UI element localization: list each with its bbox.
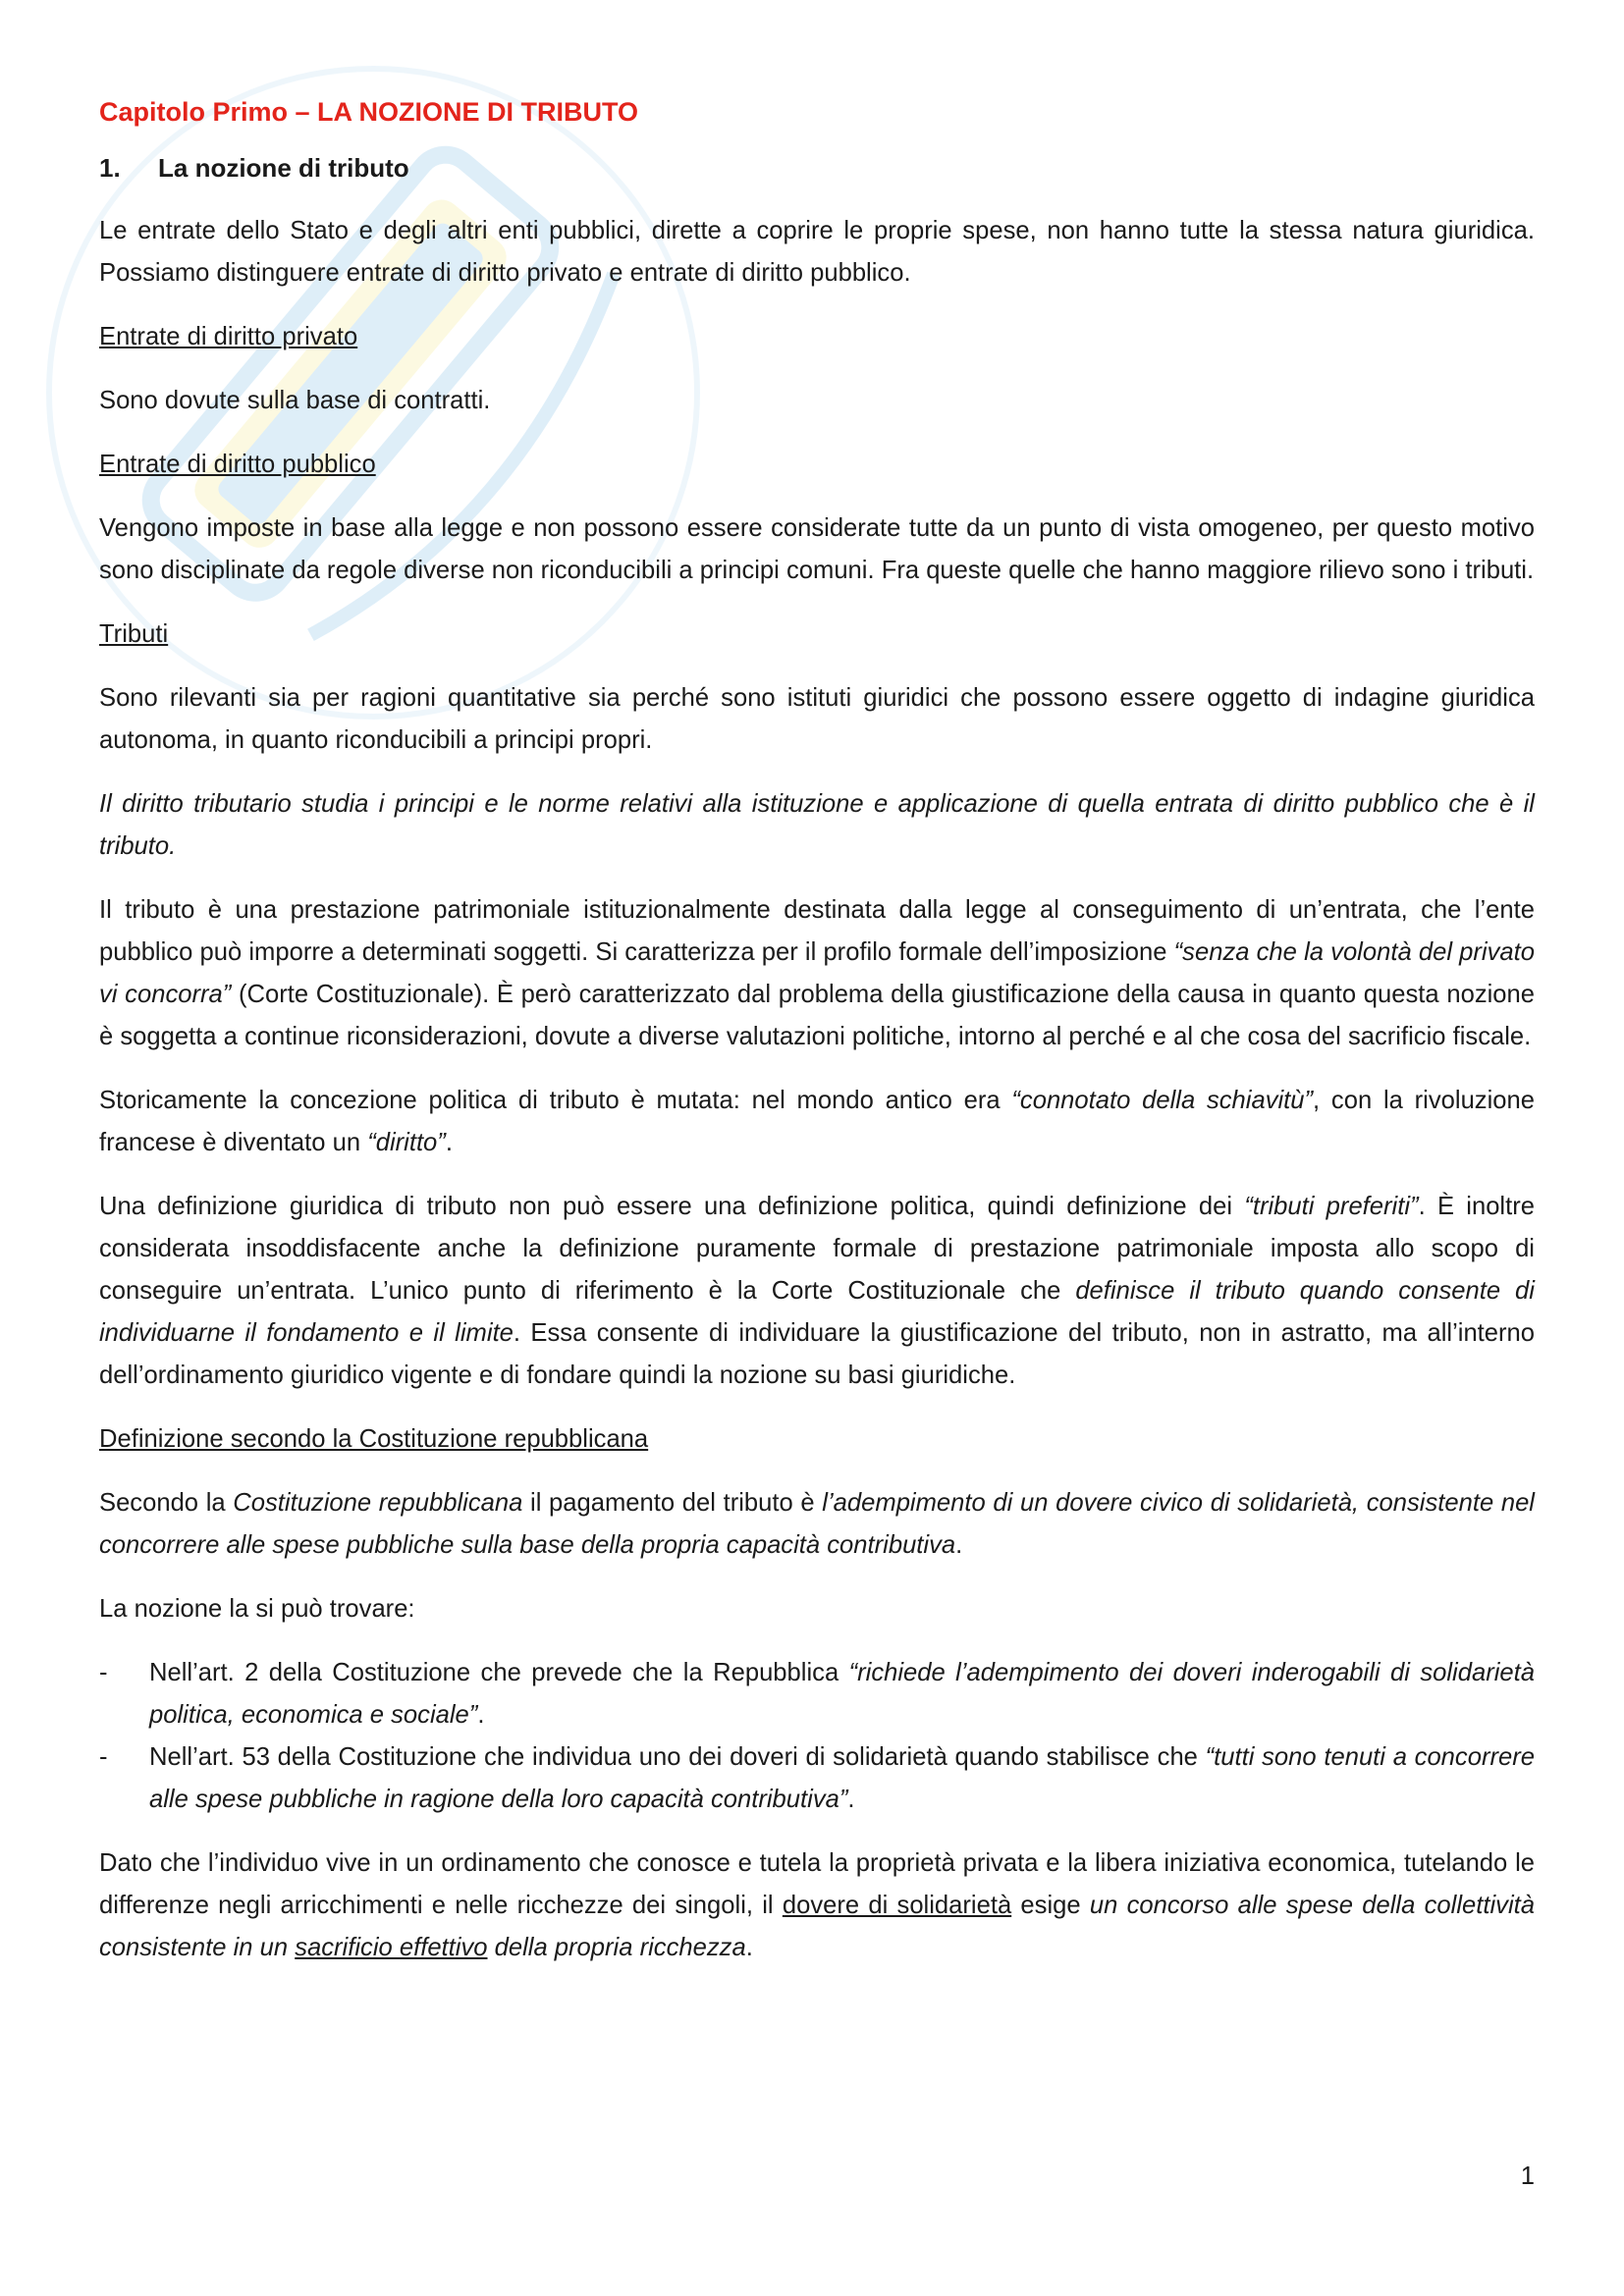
text-run: Dato che l’individuo vive in un ordinamento che conosce e tutela la proprietà privata e la libera iniziativa economica, tutelando le differenze negli arricchimenti e nelle ricchezze dei singoli, il [99, 1848, 1535, 1919]
paragraph-tributi: Sono rilevanti sia per ragioni quantitative sia perché sono istituti giuridici che possono essere oggetto di indagine giuridica autonoma, in quanto riconducibili a principi propri. [99, 683, 1535, 754]
italic-definition: Il diritto tributario studia i principi e le norme relativi alla istituzione e applicazione di quella entrata di diritto pubblico che è il tributo. [99, 789, 1535, 860]
dash-bullet: - [99, 1658, 108, 1686]
paragraph-definizione [99, 1186, 1535, 1397]
articles-list [99, 1652, 1535, 1821]
text-run: Nell’art. 2 della Costituzione che prevede che la Repubblica [149, 1658, 849, 1686]
text-run: . È inoltre considerata insoddisfacente anche la definizione puramente formale di prestazione patrimoniale imposta allo scopo di conseguire un’entrata. L’unico punto di riferimento è la Corte Costituzionale che [99, 1192, 1535, 1305]
text-run: . [955, 1530, 963, 1559]
italic-quote: “diritto” [367, 1128, 446, 1156]
underlined-text: sacrificio effettivo [295, 1933, 488, 1961]
section-number: 1. [99, 153, 121, 184]
text-run: . [477, 1700, 485, 1729]
text-run: della propria ricchezza [487, 1933, 746, 1961]
italic-quote: “richiede l’adempimento dei doveri inderogabili di solidarietà politica, economica e sociale” [149, 1658, 1535, 1729]
text-run: . [745, 1933, 753, 1961]
underlined-text: dovere di solidarietà [782, 1891, 1012, 1919]
paragraph-diritto-privato: Sono dovute sulla base di contratti. [99, 386, 491, 414]
chapter-title: Capitolo Primo – LA NOZIONE DI TRIBUTO [99, 97, 639, 127]
italic-quote: “senza che la volontà del privato vi concorra” [99, 937, 1535, 1008]
text-run: (Corte Costituzionale). È però caratterizzato dal problema della giustificazione della causa in quanto questa nozione è soggetta a continue riconsiderazioni, dovute a diverse valutazioni politiche, intorno al perché e al che cosa del sacrificio fiscale. [99, 980, 1535, 1050]
section-title-text: La nozione di tributo [158, 153, 409, 184]
paragraph-diritto-pubblico: Vengono imposte in base alla legge e non possono essere considerate tutte da un punto di vista omogeneo, per questo motivo sono disciplinate da regole diverse non riconducibili a principi comuni. Fra queste quelle che hanno maggiore rilievo sono i tributi. [99, 513, 1535, 584]
paragraph-entrate: Le entrate dello Stato e degli altri enti pubblici, dirette a coprire le proprie spese, non hanno tutte la stessa natura giuridica. Possiamo distinguere entrate di diritto privato e entrate di diritto pubblico. [99, 216, 1535, 287]
text-run: esige [1011, 1891, 1090, 1919]
text-run: , con la rivoluzione francese è diventato un [99, 1086, 1535, 1156]
subheading-diritto-pubblico: Entrate di diritto pubblico [99, 450, 376, 478]
italic-text: Costituzione repubblicana [233, 1488, 523, 1517]
section-title [99, 153, 1535, 184]
italic-quote: “tutti sono tenuti a concorrere alle spese pubbliche in ragione della loro capacità contributiva” [149, 1742, 1535, 1813]
text-run: Secondo la [99, 1488, 234, 1517]
text-run: un concorso alle spese della collettività consistente in un [99, 1891, 1535, 1961]
text-run: Una definizione giuridica di tributo non può essere una definizione politica, quindi definizione dei [99, 1192, 1245, 1220]
text-run: . Essa consente di individuare la giustificazione del tributo, non in astratto, ma all’interno dell’ordinamento giuridico vigente e di fondare quindi la nozione su basi giuridiche. [99, 1318, 1536, 1389]
dash-bullet: - [99, 1742, 108, 1771]
text-run: . [445, 1128, 453, 1156]
paragraph-diritto-tributario [99, 783, 1535, 868]
text-run: Nell’art. 53 della Costituzione che individua uno dei doveri di solidarietà quando stabilisce che [149, 1742, 1206, 1771]
page-number: 1 [1520, 2163, 1535, 2190]
italic-quote: “connotato della schiavitù” [1011, 1086, 1314, 1114]
subheading-diritto-privato: Entrate di diritto privato [99, 322, 358, 350]
paragraph-storia [99, 1080, 1535, 1164]
text-run: Storicamente la concezione politica di tributo è mutata: nel mondo antico era [99, 1086, 1012, 1114]
list-item [99, 1736, 1535, 1821]
subheading-costituzione: Definizione secondo la Costituzione repubblicana [99, 1424, 649, 1453]
italic-text: definisce il tributo quando consente di individuarne il fondamento e il limite [99, 1276, 1535, 1347]
text-run: Il tributo è una prestazione patrimoniale istituzionalmente destinata dalla legge al conseguimento di un’entrata, che l’ente pubblico può imporre a determinati soggetti. Si caratterizza per il profilo formale dell’imposizione [99, 895, 1535, 966]
subheading-tributi: Tributi [99, 619, 169, 648]
paragraph-nozione: La nozione la si può trovare: [99, 1594, 415, 1623]
text-run: il pagamento del tributo è [522, 1488, 823, 1517]
paragraph-solidarieta [99, 1842, 1535, 1969]
italic-text: l’adempimento di un dovere civico di solidarietà, consistente nel concorrere alle spese pubbliche sulla base della propria capacità contributiva [99, 1488, 1535, 1559]
paragraph-prestazione [99, 889, 1535, 1058]
paragraph-costituzione [99, 1482, 1535, 1567]
text-run: . [847, 1785, 855, 1813]
list-item [99, 1652, 1535, 1736]
document-page [99, 96, 1535, 1991]
italic-quote: “tributi preferiti” [1244, 1192, 1419, 1220]
